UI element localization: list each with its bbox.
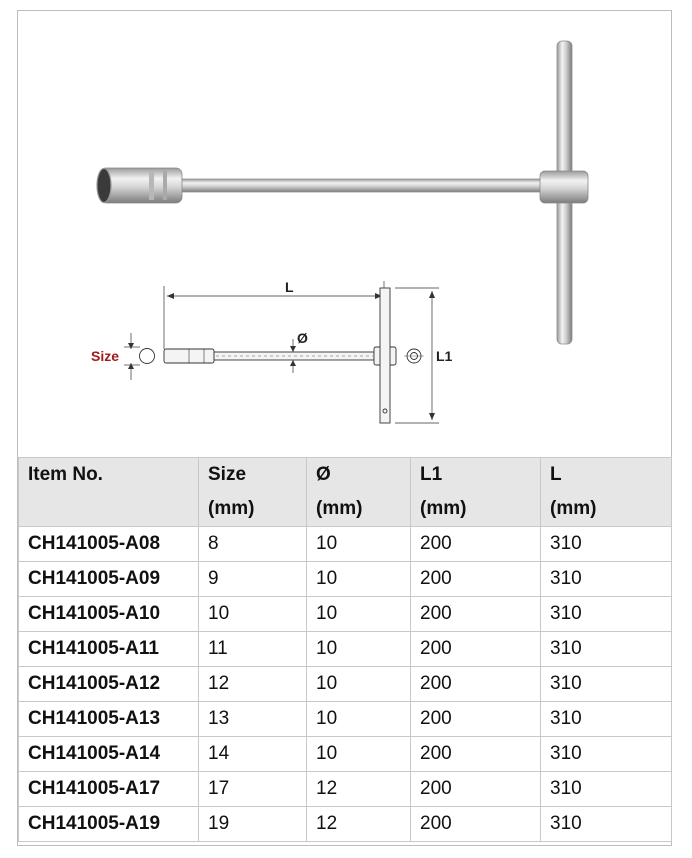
table-row	[19, 597, 672, 632]
diameter-cell: 10	[307, 562, 411, 597]
l-cell: 310	[541, 667, 672, 702]
product-card	[17, 10, 672, 846]
l1-cell: 200	[411, 632, 541, 667]
diameter-cell: 10	[307, 632, 411, 667]
size-cell: 8	[199, 527, 307, 562]
table-row	[19, 527, 672, 562]
table-row	[19, 702, 672, 737]
size-cell: 19	[199, 807, 307, 842]
header-diameter: Ø (mm)	[307, 458, 411, 527]
l-cell: 310	[541, 597, 672, 632]
product-figure	[18, 11, 671, 457]
item-number-cell: CH141005-A11	[19, 632, 199, 667]
item-number-cell: CH141005-A13	[19, 702, 199, 737]
l1-cell: 200	[411, 737, 541, 772]
header-item-no: Item No.	[19, 458, 199, 527]
t-handle-wrench-illustration	[18, 11, 671, 457]
diameter-cell: 10	[307, 702, 411, 737]
size-cell: 13	[199, 702, 307, 737]
table-row	[19, 667, 672, 702]
size-cell: 9	[199, 562, 307, 597]
l1-cell: 200	[411, 597, 541, 632]
item-number-cell: CH141005-A09	[19, 562, 199, 597]
l1-cell: 200	[411, 772, 541, 807]
l-cell: 310	[541, 737, 672, 772]
header-l1: L1 (mm)	[411, 458, 541, 527]
item-number-cell: CH141005-A19	[19, 807, 199, 842]
l-cell: 310	[541, 702, 672, 737]
diameter-cell: 12	[307, 772, 411, 807]
diameter-cell: 10	[307, 597, 411, 632]
table-row	[19, 632, 672, 667]
item-number-cell: CH141005-A12	[19, 667, 199, 702]
technical-drawing	[124, 281, 439, 423]
l-cell: 310	[541, 562, 672, 597]
item-number-cell: CH141005-A08	[19, 527, 199, 562]
length-label: L	[285, 279, 294, 295]
l-cell: 310	[541, 527, 672, 562]
l-cell: 310	[541, 807, 672, 842]
l1-cell: 200	[411, 807, 541, 842]
diameter-cell: 10	[307, 737, 411, 772]
item-number-cell: CH141005-A14	[19, 737, 199, 772]
l1-cell: 200	[411, 527, 541, 562]
diameter-cell: 10	[307, 527, 411, 562]
l1-cell: 200	[411, 667, 541, 702]
diameter-cell: 10	[307, 667, 411, 702]
l-cell: 310	[541, 632, 672, 667]
size-cell: 10	[199, 597, 307, 632]
size-cell: 11	[199, 632, 307, 667]
diameter-label: Ø	[297, 330, 308, 346]
table-header-row	[19, 458, 672, 527]
item-number-cell: CH141005-A10	[19, 597, 199, 632]
item-number-cell: CH141005-A17	[19, 772, 199, 807]
l1-cell: 200	[411, 702, 541, 737]
diameter-cell: 12	[307, 807, 411, 842]
table-row	[19, 737, 672, 772]
size-cell: 17	[199, 772, 307, 807]
table-row	[19, 562, 672, 597]
header-l: L (mm)	[541, 458, 672, 527]
l-cell: 310	[541, 772, 672, 807]
size-label: Size	[91, 348, 120, 364]
height-label: L1	[436, 348, 453, 364]
wrench-photo	[97, 41, 588, 344]
table-row	[19, 807, 672, 842]
table-row	[19, 772, 672, 807]
size-cell: 14	[199, 737, 307, 772]
spec-table	[18, 457, 672, 842]
l1-cell: 200	[411, 562, 541, 597]
header-size: Size (mm)	[199, 458, 307, 527]
size-cell: 12	[199, 667, 307, 702]
